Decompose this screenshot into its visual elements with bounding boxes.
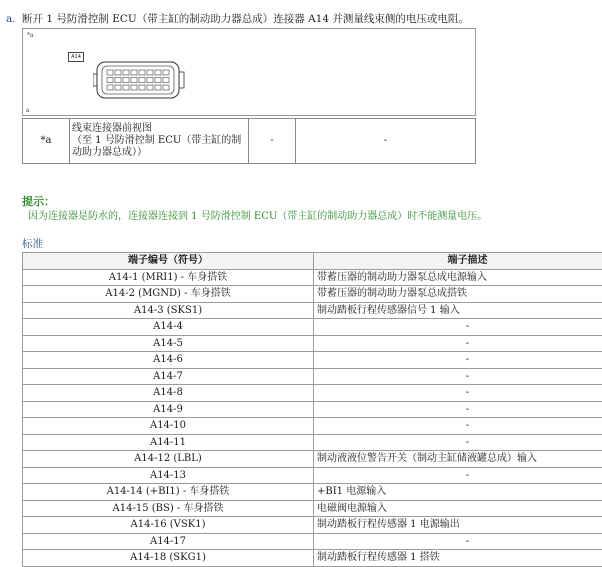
table-row [23,550,602,567]
header-terminal: 端子编号（符号） [23,253,314,270]
terminal-cell: A14-13 [23,467,314,484]
terminal-cell: A14-16 (VSK1) [23,517,314,534]
table-row [23,451,602,468]
description-cell: - [314,401,602,418]
connector-illustration [93,59,185,101]
terminal-table-body [23,269,602,566]
hint-title: 提示： [22,193,55,209]
legend-key: *a [23,119,70,164]
table-row [23,401,602,418]
standard-title: 标准 [22,236,43,251]
description-cell: - [314,418,602,435]
description-cell: - [314,434,602,451]
table-row [23,418,602,435]
description-cell: +BI1 电源输入 [314,484,602,501]
connector-figure [22,28,476,116]
description-cell: 制动踏板行程传感器 1 搭铁 [314,550,602,567]
step-number: a. [6,12,22,26]
table-row [23,484,602,501]
description-cell: 电磁阀电源输入 [314,500,602,517]
table-row [23,302,602,319]
description-cell: 制动踏板行程传感器信号 1 输入 [314,302,602,319]
description-cell: - [314,319,602,336]
legend-desc-line: 线束连接器前视图 [72,123,246,135]
step-text: 断开 1 号防滑控制 ECU（带主缸的制动助力器总成）连接器 A14 并测量线束侧的电压或电阻。 [22,13,469,25]
legend-desc-line: （至 1 号防滑控制 ECU（带主缸的制 [72,135,246,147]
connector-label: A14 [68,52,84,62]
terminal-cell: A14-17 [23,533,314,550]
description-cell: - [314,335,602,352]
table-header-row [23,253,602,270]
table-row [23,352,602,369]
terminal-cell: A14-2 (MGND) - 车身搭铁 [23,286,314,303]
description-cell: - [314,368,602,385]
description-cell: 带蓄压器的制动助力器泵总成搭铁 [314,286,602,303]
table-row [23,286,602,303]
terminal-cell: A14-10 [23,418,314,435]
legend-col4: - [296,119,476,164]
description-cell: - [314,385,602,402]
terminal-cell: A14-1 (MRI1) - 车身搭铁 [23,269,314,286]
description-cell: 制动踏板行程传感器 1 电源输出 [314,517,602,534]
terminal-cell: A14-11 [23,434,314,451]
table-row [23,500,602,517]
description-cell: 带蓄压器的制动助力器泵总成电源输入 [314,269,602,286]
legend-table [22,118,476,164]
terminal-cell: A14-12 (LBL) [23,451,314,468]
figure-mark-top: *a [27,32,34,39]
terminal-cell: A14-7 [23,368,314,385]
table-row [23,368,602,385]
legend-desc-line: 动助力器总成）） [72,147,246,159]
terminal-cell: A14-14 (+BI1) - 车身搭铁 [23,484,314,501]
table-row [23,269,602,286]
description-cell: 制动液液位警告开关（制动主缸储液罐总成）输入 [314,451,602,468]
table-row [23,385,602,402]
terminal-cell: A14-5 [23,335,314,352]
hint-body: 因为连接器是防水的，连接器连接到 1 号防滑控制 ECU（带主缸的制动助力器总成）时不能测量电压。 [28,207,487,222]
description-cell: - [314,467,602,484]
legend-row [23,119,476,164]
table-row [23,517,602,534]
terminal-cell: A14-3 (SKS1) [23,302,314,319]
header-description: 端子描述 [314,253,602,270]
table-row [23,434,602,451]
description-cell: - [314,352,602,369]
table-row [23,533,602,550]
table-row [23,467,602,484]
terminal-cell: A14-4 [23,319,314,336]
legend-col3: - [249,119,296,164]
terminal-cell: A14-8 [23,385,314,402]
terminal-cell: A14-9 [23,401,314,418]
terminal-cell: A14-15 (BS) - 车身搭铁 [23,500,314,517]
step-instruction [6,12,469,26]
table-row [23,319,602,336]
terminal-table [22,252,602,567]
legend-description [70,119,249,164]
table-row [23,335,602,352]
terminal-cell: A14-6 [23,352,314,369]
description-cell: - [314,533,602,550]
terminal-cell: A14-18 (SKG1) [23,550,314,567]
figure-mark-bottom: a [26,107,30,114]
